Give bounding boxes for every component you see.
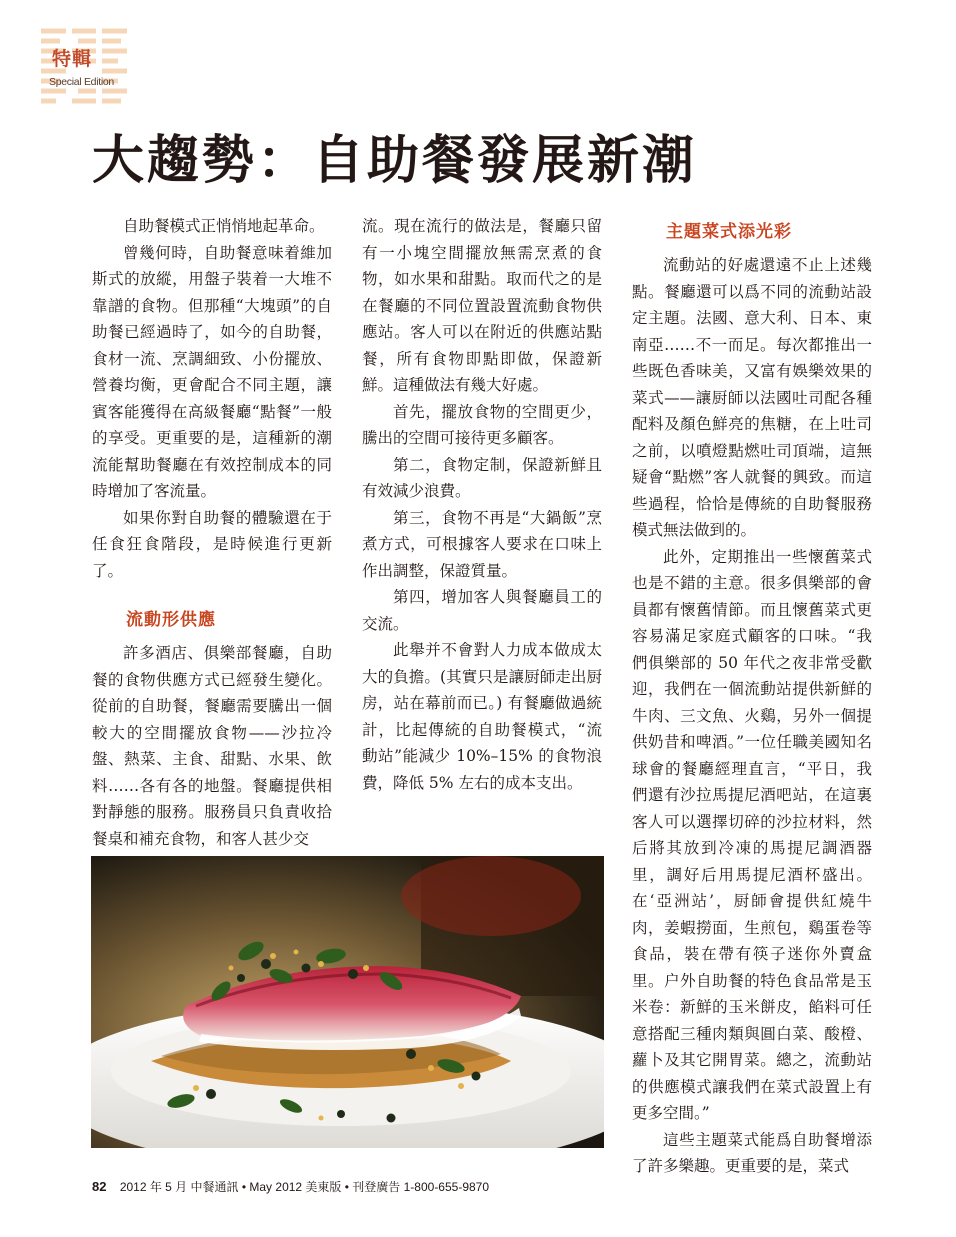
paragraph: 如果你對自助餐的體驗還在于任食狂食階段，是時候進行更新了。 [92,508,332,580]
section-heading-theme-dishes: 主題菜式添光彩 [666,222,792,242]
paragraph: 此外，定期推出一些懷舊菜式也是不錯的主意。很多俱樂部的會員都有懷舊情節。而且懷舊菜式更容易滿足家庭式顧客的口味。“我們俱樂部的 50 年代之夜非常受歡迎，我們在一個流動站提供新鮮的牛肉、三文魚、火鷄，另外一個提供奶昔和啤酒。”一位任職美國知名球會的餐廳經理直言，“平日，我們還有沙拉馬提尼酒吧站，在這裏客人可以選擇切碎的沙拉材料，然后將其放到冷凍的馬提尼調酒器里，調好后用馬提尼酒杯盛出。在‘亞洲站’，厨師會提供紅燒牛肉，姜蝦撈面，生煎包，鷄蛋卷等食品，裝在帶有筷子迷你外賣盒里。户外自助餐的特色食品常是玉米卷：新鮮的玉米餅皮，餡料可任意搭配三種肉類與圓白菜、酸橙、蘿卜及其它開胃菜。總之，流動站的供應模式讓我們在菜式設置上有更多空間。” [632,547,872,1122]
paragraph: 流動站的好處還遠不止上述幾點。餐廳還可以爲不同的流動站設定主題。法國、意大利、日本、東南亞……不一而足。每次都推出一些既色香味美，又富有娛樂效果的菜式——讓厨師以法國吐司配各種配料及顏色鮮亮的焦糖，在上吐司之前，以噴燈點燃吐司頂端，這無疑會“點燃”客人就餐的興致。而這些過程，恰恰是傳統的自助餐服務模式無法做到的。 [632,256,872,539]
paragraph: 此舉并不會對人力成本做成太大的負擔。(其實只是讓厨師走出厨房，站在幕前而已。) 有餐廳做過統計，比起傳統的自助餐模式，“流動站”能減少 10%–15% 的食物浪費，降低 5% 左右的成本支出。 [362,641,602,792]
paragraph: 自助餐模式正悄悄地起革命。 [123,217,325,235]
paragraph: 第四，增加客人與餐廳員工的交流。 [362,588,602,633]
footer-info: 2012 年 5 月 中餐通訊 • May 2012 美東版 • 刊登廣告 1-800-655-9870 [119,1180,490,1194]
paragraph: 第二，食物定制，保證新鮮且有效減少浪費。 [362,455,602,500]
section-heading-flow-supply: 流動形供應 [126,610,216,630]
paragraph: 第三，食物不再是“大鍋飯”烹煮方式，可根據客人要求在口味上作出調整，保證質量。 [362,508,602,580]
page-number: 82 [92,1179,107,1194]
article-column-2 [362,213,602,796]
badge-label-en: Special Edition [49,76,114,88]
fish-dish-illustration [91,856,604,1148]
paragraph: 這些主題菜式能爲自助餐增添了許多樂趣。更重要的是，菜式 [632,1130,872,1175]
article-title: 大趨勢：自助餐發展新潮 [92,130,698,191]
paragraph: 首先，擺放食物的空間更少，騰出的空間可接待更多顧客。 [362,402,602,447]
food-photo [91,856,604,1148]
badge-label-zh: 特輯 [52,48,93,70]
article-column-3 [632,218,872,1180]
page-footer [92,1178,489,1195]
paragraph: 流。現在流行的做法是，餐廳只留有一小塊空間擺放無需烹煮的食物，如水果和甜點。取而代之的是在餐廳的不同位置設置流動食物供應站。客人可以在附近的供應站點餐，所有食物即點即做，保證新鮮。這種做法有幾大好處。 [362,217,602,394]
paragraph: 許多酒店、俱樂部餐廳，自助餐的食物供應方式已經發生變化。從前的自助餐，餐廳需要騰出一個較大的空間擺放食物——沙拉冷盤、熱菜、主食、甜點、水果、飲料……各有各的地盤。餐廳提供相對靜態的服務。服務員只負責收拾餐桌和補充食物，和客人甚少交 [92,644,332,848]
special-edition-badge [38,26,130,106]
paragraph: 曾幾何時，自助餐意味着維加斯式的放縱，用盤子裝着一大堆不靠譜的食物。但那種“大塊頭”的自助餐已經過時了，如今的自助餐，食材一流、烹調細致、小份擺放、營養均衡，更會配合不同主題，讓賓客能獲得在高級餐廳“點餐”一般的享受。更重要的是，這種新的潮流能幫助餐廳在有效控制成本的同時增加了客流量。 [92,243,332,500]
article-column-1 [92,213,332,852]
